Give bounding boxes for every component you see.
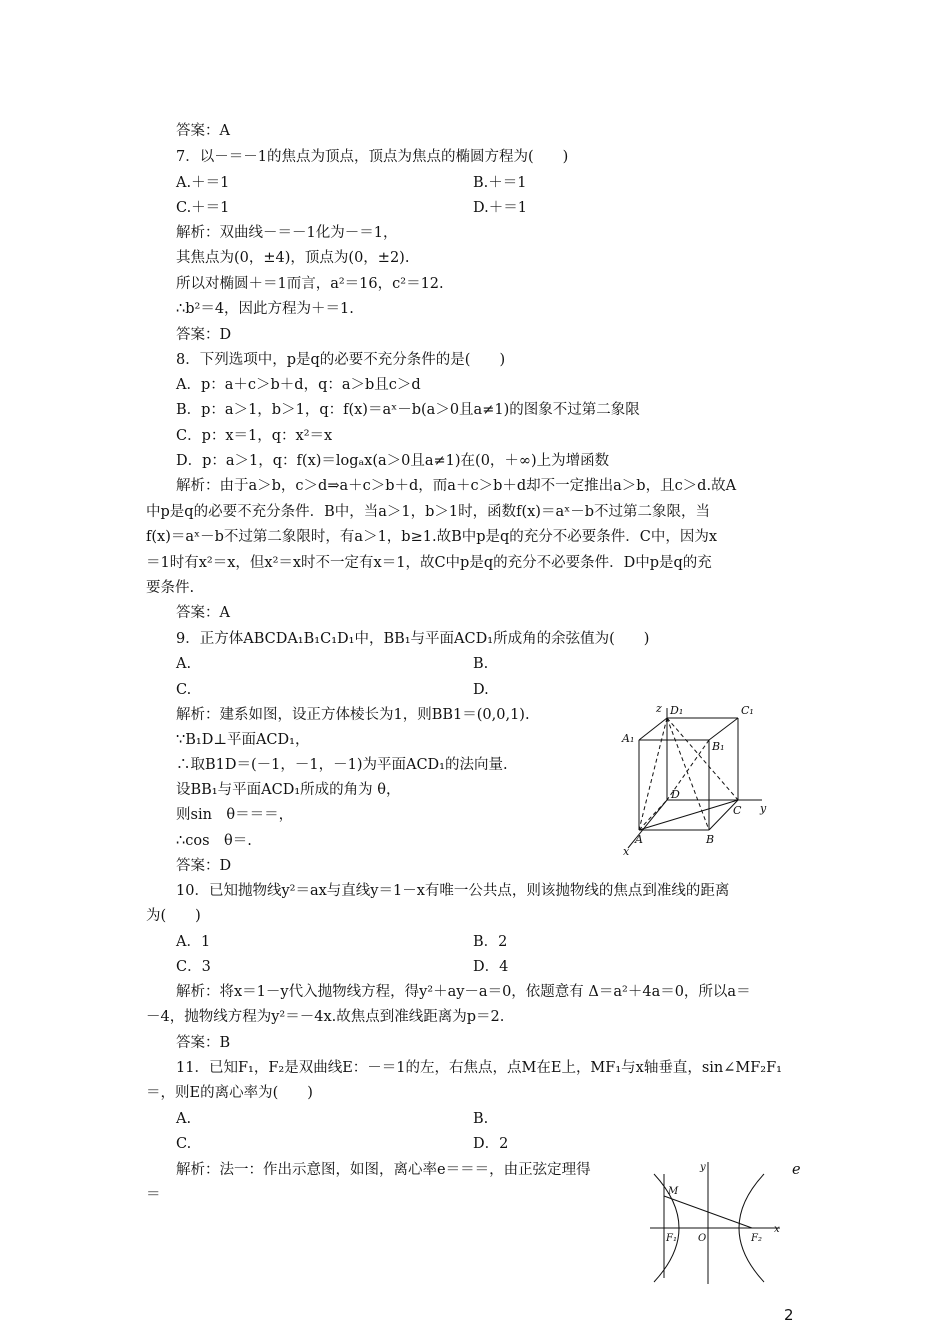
label-a1: A₁ [622, 732, 635, 745]
q8-solution-line: 要条件. [146, 580, 195, 596]
q11-solution-line: 解析：法一：作出示意图，如图，离心率e＝＝＝，由正弦定理得 [176, 1162, 591, 1178]
question-10-cont: 为( ) [146, 908, 201, 924]
q9-solution-line: 则sin θ＝＝＝， [176, 807, 294, 823]
q8-solution-line: f(x)＝aˣ－b不过第二象限时，有a＞1，b≥1.故B中p是q的充分不必要条件．C中，因为x [146, 529, 718, 545]
q8-option-b: B．p：a＞1，b＞1，q：f(x)＝aˣ－b(a＞0且a≠1)的图象不过第二象限 [176, 402, 640, 418]
q9-solution-line: 解析：建系如图，设正方体棱长为1，则BB1＝(0,0,1). [176, 707, 530, 723]
q9-solution-line: ∵B₁D⊥平面ACD₁， [176, 732, 310, 748]
q11-solution-e: e [792, 1162, 801, 1178]
label-y: y [700, 1162, 706, 1173]
q10-option-d: D．4 [473, 959, 509, 975]
answer-8: 答案：A [176, 605, 230, 621]
question-10: 10．已知抛物线y²＝ax与直线y＝1－x有唯一公共点，则该抛物线的焦点到准线的距离 [176, 883, 730, 899]
label-a: A [635, 833, 643, 846]
q9-option-c: C. [176, 682, 192, 698]
q8-solution-line: 中p是q的必要不充分条件．B中，当a＞1，b＞1时，函数f(x)＝aˣ－b不过第二象限，当 [146, 504, 711, 520]
label-m: M [668, 1186, 679, 1197]
q7-solution-line: 所以对椭圆＋＝1而言，a²＝16，c²＝12. [176, 276, 444, 292]
q9-solution-line: 设BB₁与平面ACD₁所成的角为 θ， [176, 782, 401, 798]
answer-10: 答案：B [176, 1035, 231, 1051]
answer-6: 答案：A [176, 123, 230, 139]
q10-solution-line: 解析：将x＝1－y代入抛物线方程，得y²＋ay－a＝0，依题意有 Δ＝a²＋4a＝0，所以a＝ [176, 984, 751, 1000]
q7-solution-line: 其焦点为(0，±4)，顶点为(0，±2). [176, 250, 410, 266]
q7-option-d: D.＋＝1 [473, 200, 527, 216]
answer-9: 答案：D [176, 858, 232, 874]
q11-option-a: A. [176, 1111, 192, 1127]
label-z: z [656, 702, 662, 715]
question-11-cont: ＝，则E的离心率为( ) [146, 1085, 313, 1101]
label-b: B [706, 833, 715, 846]
q9-solution-line: ∴取B1D＝(－1，－1，－1)为平面ACD₁的法向量. [176, 757, 508, 773]
label-d: D [671, 788, 680, 801]
label-y: y [760, 802, 767, 815]
q11-solution-line: ＝ [146, 1187, 161, 1203]
label-d1: D₁ [670, 704, 684, 717]
page-number: 2 [784, 1306, 794, 1324]
answer-7: 答案：D [176, 327, 232, 343]
label-b1: B₁ [712, 740, 725, 753]
q10-solution-line: －4，抛物线方程为y²＝－4x.故焦点到准线距离为p＝2. [146, 1009, 505, 1025]
cube-figure [612, 700, 787, 860]
label-c: C [733, 804, 742, 817]
q9-solution-line: ∴cos θ＝. [176, 833, 252, 849]
question-7: 7．以－＝－1的焦点为顶点，顶点为焦点的椭圆方程为( ) [176, 149, 569, 165]
q7-option-b: B.＋＝1 [473, 175, 527, 191]
question-11: 11．已知F₁，F₂是双曲线E：－＝1的左，右焦点，点M在E上，MF₁与x轴垂直，sin∠MF₂F₁ [176, 1060, 782, 1076]
label-x: x [623, 845, 630, 858]
q7-solution-line: ∴b²＝4，因此方程为＋＝1. [176, 301, 354, 317]
question-8: 8．下列选项中，p是q的必要不充分条件的是( ) [176, 352, 506, 368]
x-axis [628, 800, 667, 848]
question-9: 9．正方体ABCDA₁B₁C₁D₁中，BB₁与平面ACD₁所成角的余弦值为( ) [176, 631, 650, 647]
q11-option-d: D．2 [473, 1136, 509, 1152]
q8-option-a: A．p：a＋c＞b＋d，q：a＞b且c＞d [176, 377, 421, 393]
label-x: x [774, 1224, 780, 1235]
q9-option-a: A. [176, 656, 192, 672]
label-f2: F₂ [751, 1233, 762, 1244]
label-c1: C₁ [741, 704, 754, 717]
q11-option-c: C. [176, 1136, 192, 1152]
q9-option-b: B. [473, 656, 489, 672]
q7-option-c: C.＋＝1 [176, 200, 230, 216]
q10-option-c: C．3 [176, 959, 211, 975]
q10-option-a: A．1 [176, 934, 211, 950]
q8-solution-line: 解析：由于a＞b，c＞d⇒a＋c＞b＋d，而a＋c＞b＋d却不一定推出a＞b，且c＞d.故A [176, 478, 737, 494]
q8-option-c: C．p：x＝1，q：x²＝x [176, 428, 333, 444]
q8-option-d: D．p：a＞1，q：f(x)＝logₐx(a＞0且a≠1)在(0，＋∞)上为增函数 [176, 453, 610, 469]
q7-option-a: A.＋＝1 [176, 175, 230, 191]
q10-option-b: B．2 [473, 934, 508, 950]
q9-option-d: D. [473, 682, 489, 698]
q8-solution-line: ＝1时有x²＝x，但x²＝x时不一定有x＝1，故C中p是q的充分不必要条件．D中p是q的充 [146, 555, 712, 571]
q7-solution-line: 解析：双曲线－＝－1化为－＝1， [176, 225, 398, 241]
label-f1: F₁ [666, 1233, 677, 1244]
hyperbola-figure [640, 1160, 790, 1290]
label-o: O [698, 1233, 707, 1244]
q11-option-b: B. [473, 1111, 489, 1127]
